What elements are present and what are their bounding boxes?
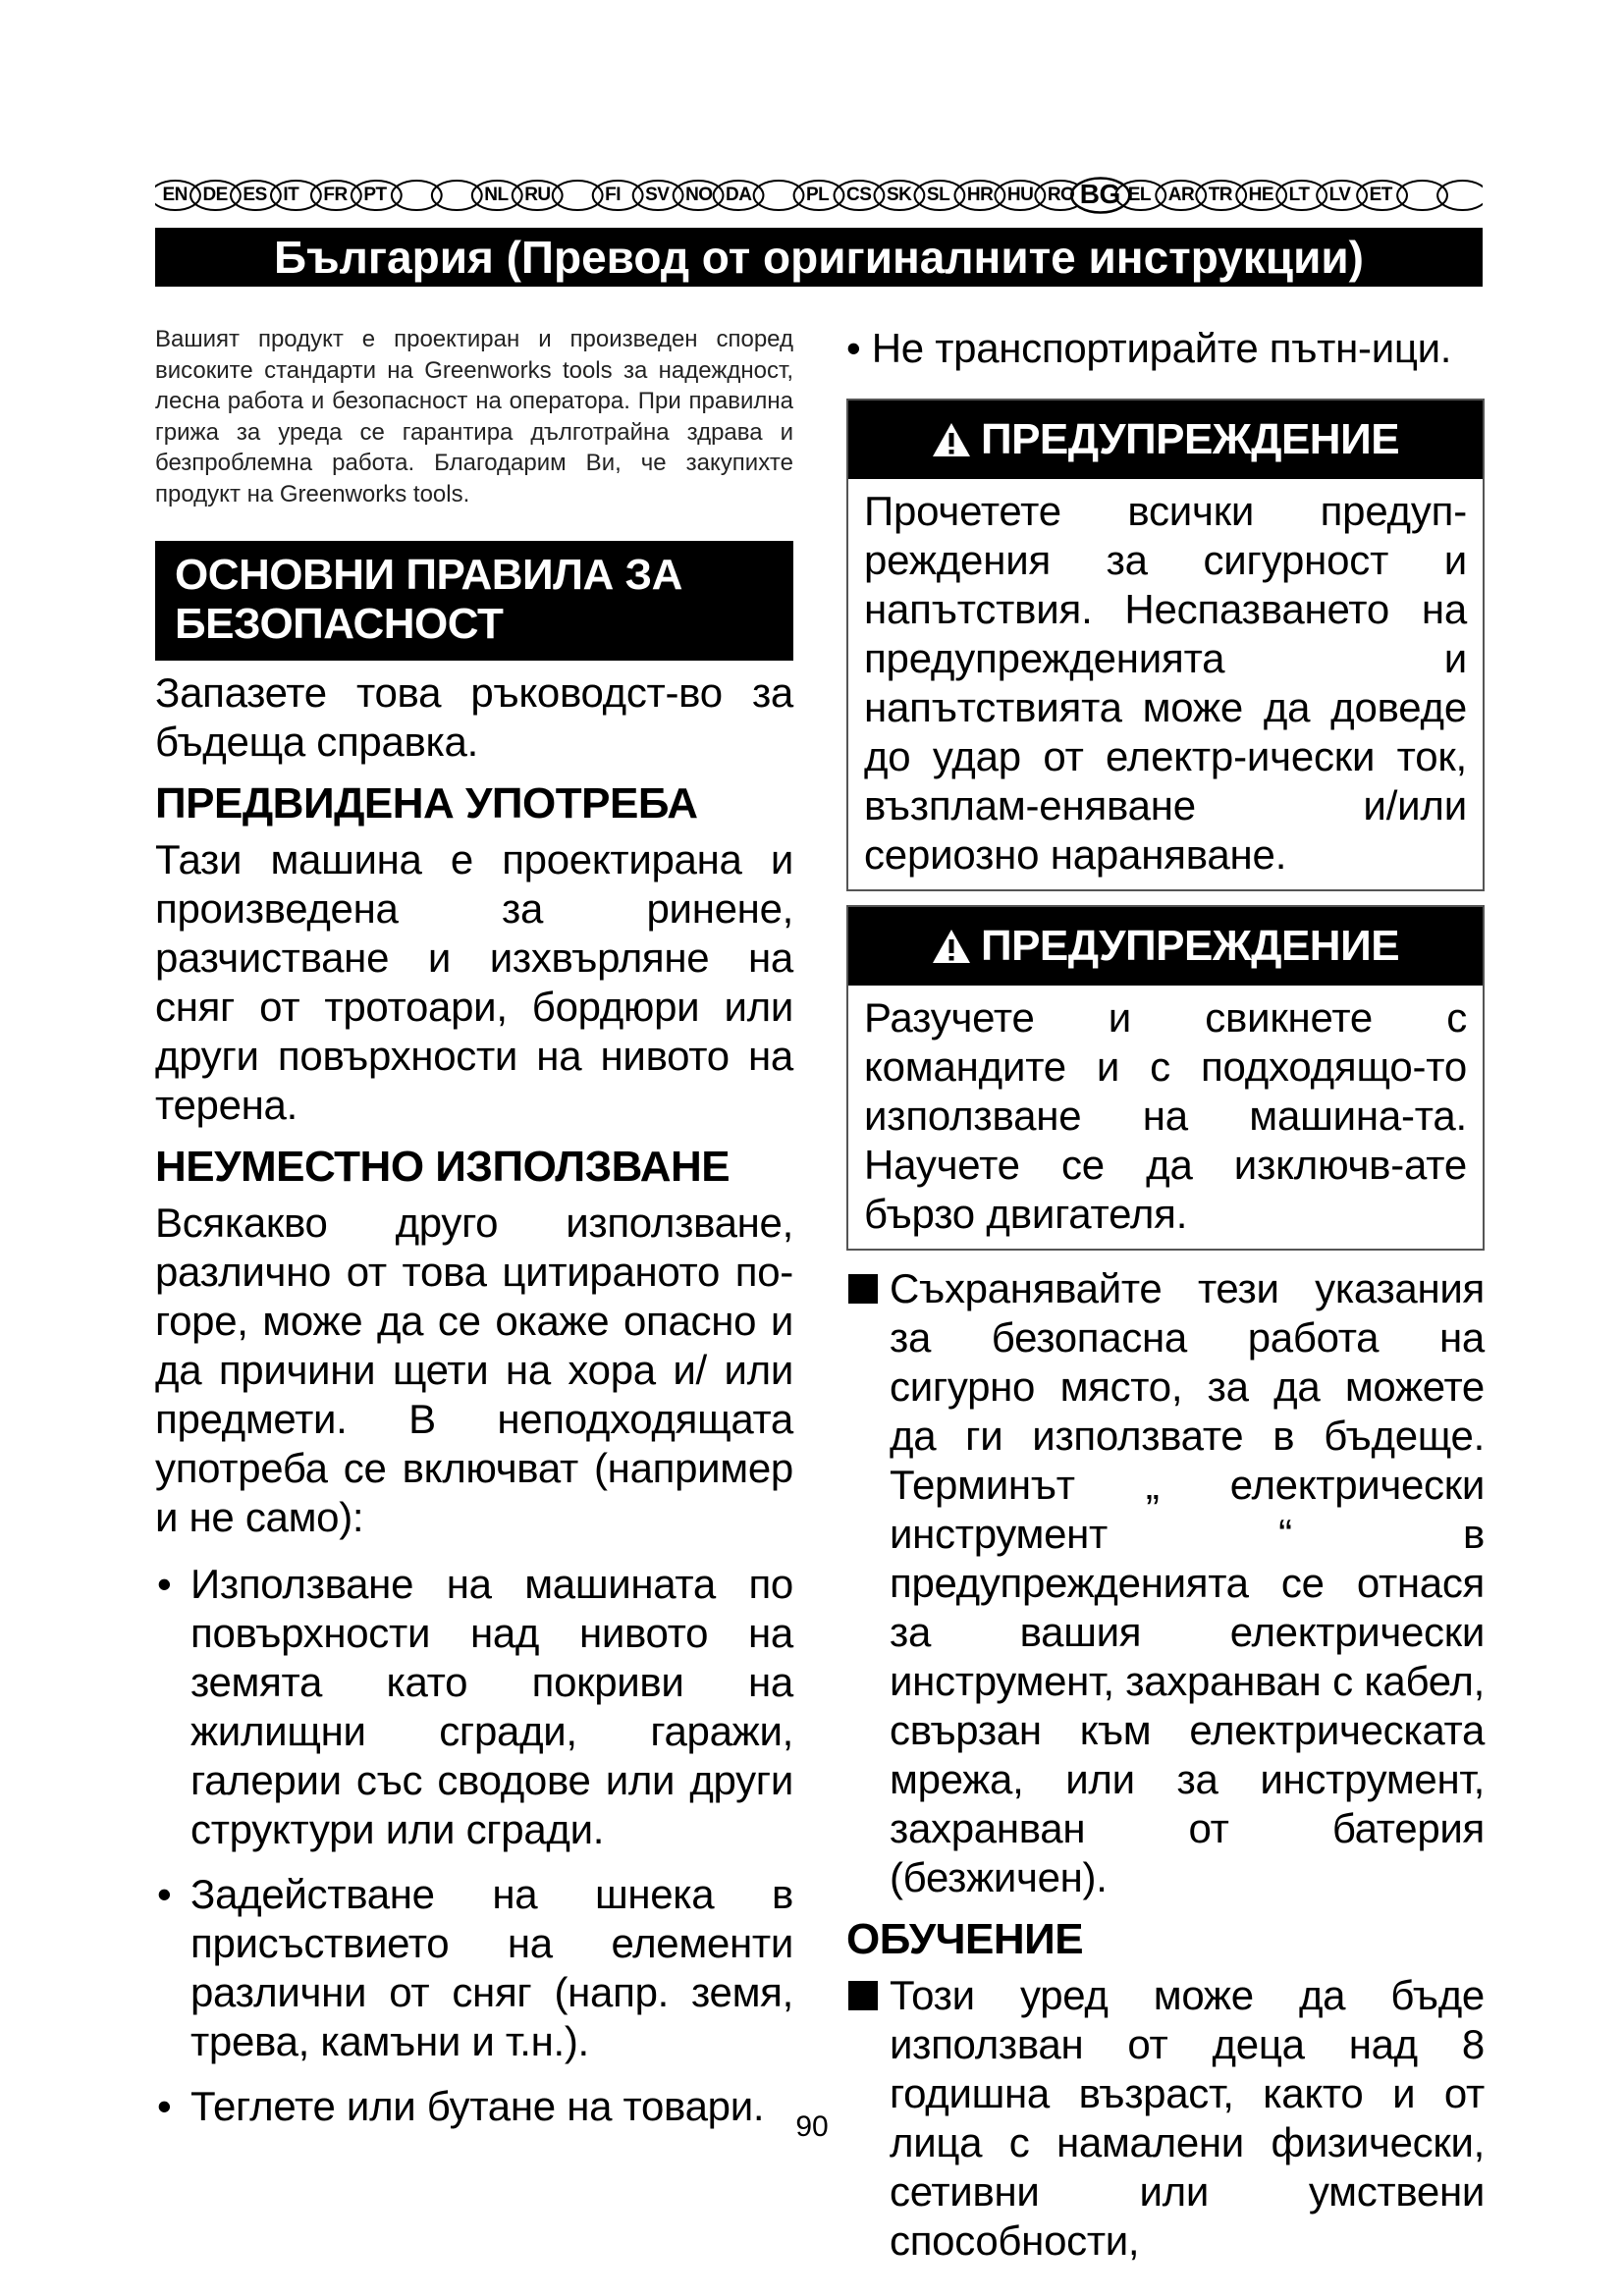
language-code: BG	[1079, 179, 1120, 209]
warning-triangle-icon	[932, 422, 971, 457]
language-tab	[392, 181, 442, 210]
language-code: HU	[1006, 185, 1034, 205]
training-text: Този уред може да бъде използван от деца над 8 годишна възраст, както и от лица с намалени физически, сетивни или умствени способности,	[890, 1972, 1485, 2264]
intended-use-text: Тази машина е проектирана и произведена за ринене, разчистване и изхвърляне на сняг от тротоари, бордюри или други повърхности на нивото на терена.	[155, 836, 793, 1128]
list-item	[846, 1264, 1485, 1902]
bullet-icon: •	[157, 1561, 172, 1607]
intended-use-heading: ПРЕДВИДЕНА УПОТРЕБА	[155, 779, 698, 828]
warning-label: ПРЕДУПРЕЖДЕНИЕ	[980, 415, 1400, 463]
keep-instructions-text: Съхранявайте тези указания за безопасна работа на сигурно място, за да можете да ги използвате в бъдеще. Терминът „ електрически инструмент “ в предупрежденията се отнася за вашия електрически инструмент, захранван с кабел, свързан към електрическата мрежа, или за инструмент, захранван от батерия (безжичен).	[890, 1265, 1485, 1900]
language-code: CS	[845, 185, 872, 205]
language-code: FI	[605, 185, 622, 205]
square-bullet-icon	[848, 1274, 878, 1304]
safety-rules-heading: ОСНОВНИ ПРАВИЛА ЗА БЕЗОПАСНОСТ	[155, 541, 793, 661]
page-title: България (Превод от оригиналните инструкции)	[155, 228, 1483, 287]
list-item-text: Теглете или бутане на товари.	[190, 2083, 765, 2129]
warning-text: Разучете и свикнете с командите и с подходящо-то използване на машина-та. Научете се да изключв-ате бързо двигателя.	[864, 994, 1467, 1237]
language-code: ES	[243, 185, 267, 205]
language-tab	[553, 181, 603, 210]
language-code: SL	[926, 185, 950, 205]
list-item-text: Задействане на шнека в присъствието на елементи различни от сняг (напр. земя, трева, камъни и т.н.).	[190, 1871, 793, 2064]
language-code: RU	[524, 185, 551, 205]
page-number: 90	[795, 2110, 829, 2143]
language-code: EN	[162, 185, 188, 205]
misuse-list	[155, 1560, 793, 2131]
language-code: PT	[363, 185, 387, 205]
language-code: LT	[1288, 185, 1310, 205]
language-code: PL	[806, 185, 830, 205]
language-code: AR	[1167, 185, 1195, 205]
language-code: NO	[685, 185, 713, 205]
warning-box	[846, 399, 1485, 891]
language-code: RO	[1047, 185, 1075, 205]
list-item	[155, 1560, 793, 1854]
warning-triangle-icon	[932, 929, 971, 964]
square-bullet-icon	[848, 1981, 878, 2010]
left-column	[155, 324, 793, 2147]
warning-header	[848, 907, 1483, 986]
warning-label: ПРЕДУПРЕЖДЕНИЕ	[980, 922, 1400, 970]
language-tab	[754, 181, 804, 210]
language-tab	[1397, 181, 1447, 210]
language-code: HR	[966, 185, 994, 205]
warning-box	[846, 905, 1485, 1251]
no-transport-label: Не транспортирайте пътн-ици.	[871, 325, 1452, 371]
warning-header	[848, 400, 1483, 479]
right-column	[846, 324, 1485, 2266]
language-tab-bar	[155, 177, 1483, 214]
list-item-text: Използване на машината по повърхности над нивото на земята като покриви на жилищни сгради, гаражи, галерии със сводове или други структури или сгради.	[190, 1561, 793, 1852]
language-code: FR	[323, 185, 348, 205]
language-tab	[432, 181, 482, 210]
language-code: TR	[1208, 185, 1233, 205]
training-heading: ОБУЧЕНИЕ	[846, 1915, 1084, 1963]
bullet-icon: •	[157, 1871, 172, 1917]
list-item	[155, 1870, 793, 2066]
warning-text: Прочетете всички предуп-реждения за сигурност и напътствия. Неспазването на предупрежденията и напътствията може да доведе до удар от електр-ически ток, възплам-еняване и/или сериозно нараняване.	[864, 488, 1467, 878]
language-code: DA	[726, 185, 752, 205]
language-code: EL	[1127, 185, 1152, 205]
language-code: NL	[484, 185, 509, 205]
bullet-icon: •	[846, 325, 861, 371]
misuse-heading: НЕУМЕСТНО ИЗПОЛЗВАНЕ	[155, 1143, 731, 1191]
bullet-icon: •	[157, 2083, 172, 2129]
language-code: HE	[1248, 185, 1274, 205]
language-code: IT	[283, 185, 299, 205]
instructions-list	[846, 1264, 1485, 1902]
no-transport-text	[846, 324, 1485, 373]
language-code: SK	[886, 185, 912, 205]
language-code: DE	[202, 185, 228, 205]
misuse-text: Всякакво друго използване, различно от това цитираното по-горе, може да се окаже опасно и да причини щети на хора и/ или предмети. В неподходящата употреба се включват (например и не само):	[155, 1200, 793, 1540]
intro-paragraph: Вашият продукт е проектиран и произведен според високите стандарти на Greenworks tools за надеждност, лесна работа и безопасност на оператора. При правилна грижа за уреда се гарантира дълготрайна здрава и безпроблемна работа. Благодарим Ви, че закупихте продукт на Greenworks tools.	[155, 326, 793, 507]
language-code: LV	[1328, 185, 1351, 205]
language-code: SV	[645, 185, 670, 205]
language-tab	[1437, 181, 1483, 210]
language-code: ET	[1369, 185, 1392, 205]
keep-manual-text: Запазете това ръководст-во за бъдеща справка.	[155, 669, 793, 765]
